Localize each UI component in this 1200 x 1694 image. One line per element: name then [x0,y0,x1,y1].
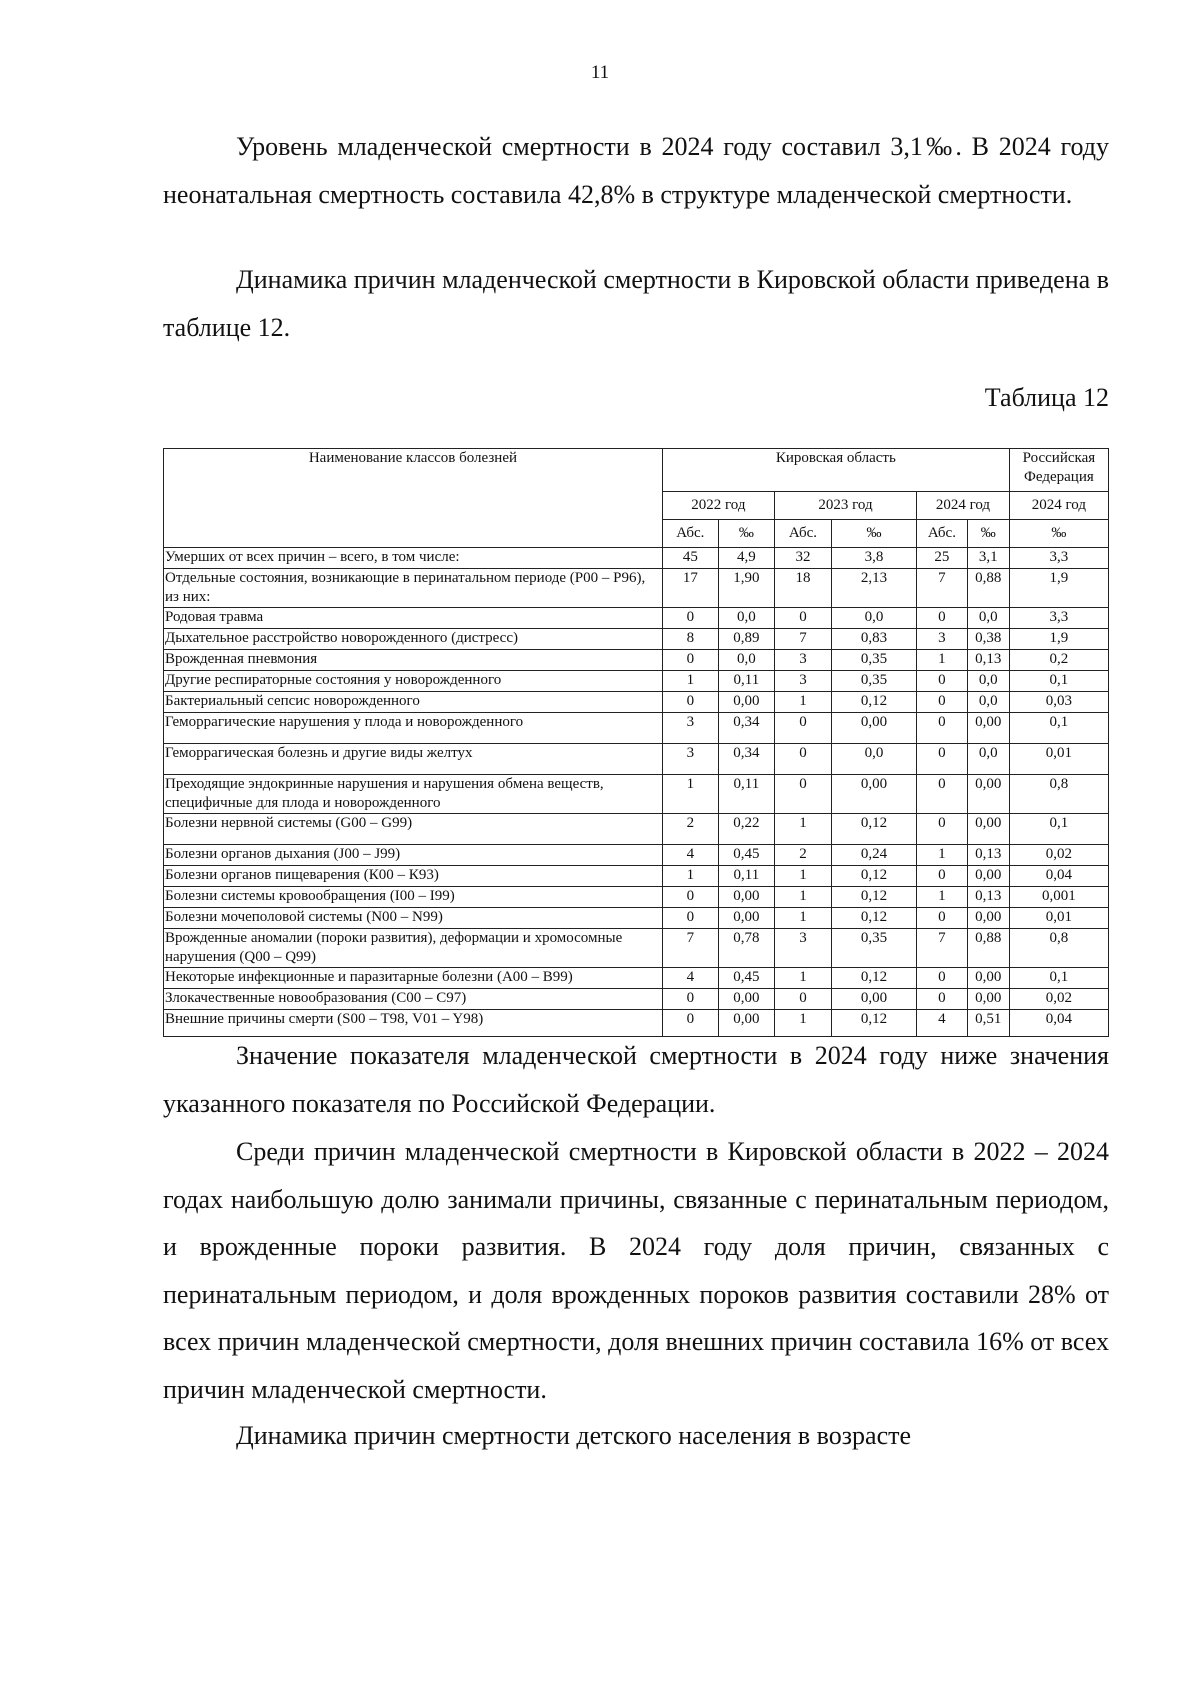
row-value: 1 [774,692,831,713]
row-value: 0 [662,692,718,713]
row-value: 0,0 [967,608,1009,629]
row-value: 0 [917,908,968,929]
row-value: 3 [774,671,831,692]
table-row [164,775,1109,814]
row-value: 0,13 [967,845,1009,866]
row-value: 0 [774,608,831,629]
row-value: 0 [774,989,831,1010]
row-value: 1 [662,671,718,692]
row-value: 7 [662,929,718,968]
year-2024-header: 2024 год [917,492,1010,520]
row-value: 0,0 [967,692,1009,713]
row-name: Другие респираторные состояния у новорожденного [164,671,663,692]
row-value: 0,00 [718,908,774,929]
row-value: 0 [917,671,968,692]
row-value: 0,02 [1009,989,1108,1010]
row-value: 0,12 [831,908,916,929]
row-value: 0,0 [718,608,774,629]
row-value: 1 [917,887,968,908]
row-value: 0,51 [967,1010,1009,1037]
row-value: 0,02 [1009,845,1108,866]
row-value: 0,00 [831,989,916,1010]
year-2022-header: 2022 год [662,492,774,520]
row-value: 3,3 [1009,548,1108,569]
row-value: 3 [774,650,831,671]
table-row [164,650,1109,671]
row-value: 0,00 [718,692,774,713]
table-row [164,866,1109,887]
row-name: Врожденная пневмония [164,650,663,671]
row-value: 1 [774,887,831,908]
abs-header: Абс. [774,520,831,548]
row-value: 0,0 [831,608,916,629]
row-value: 0,35 [831,671,916,692]
row-value: 1,90 [718,569,774,608]
row-value: 7 [917,569,968,608]
row-value: 0,1 [1009,814,1108,845]
row-value: 45 [662,548,718,569]
row-value: 0 [917,866,968,887]
row-value: 3 [774,929,831,968]
row-value: 2 [774,845,831,866]
row-value: 0,00 [967,775,1009,814]
row-value: 0,88 [967,569,1009,608]
row-value: 0,34 [718,713,774,744]
paragraph-structure: Среди причин младенческой смертности в Кировской области в 2022 – 2024 годах наибольшую долю занимали причины, связанные с перинатальным периодом, и врожденные пороки развития. В 2024 году доля причин, связанных с перинатальным периодом, и доля врожденных пороков развития составили 28% от всех причин младенческой смертности, доля внешних причин составила 16% от всех причин младенческой смертности. [163,1137,1109,1404]
table-row [164,569,1109,608]
row-value: 1 [774,1010,831,1037]
row-name: Геморрагические нарушения у плода и новорожденного [164,713,663,744]
table-row [164,744,1109,775]
row-value: 0,01 [1009,744,1108,775]
permille-header: ‰ [967,520,1009,548]
row-value: 0,38 [967,629,1009,650]
table-row [164,692,1109,713]
row-value: 1 [774,814,831,845]
row-value: 0,11 [718,671,774,692]
paragraph-comparison: Значение показателя младенческой смертности в 2024 году ниже значения указанного показателя по Российской Федерации. [163,1041,1109,1118]
permille-header: ‰ [1009,520,1108,548]
row-value: 0,00 [967,713,1009,744]
row-value: 7 [917,929,968,968]
permille-header: ‰ [831,520,916,548]
row-value: 0,04 [1009,1010,1108,1037]
rf-header: Российская Федерация [1009,449,1108,492]
row-value: 0,11 [718,866,774,887]
row-value: 1,9 [1009,569,1108,608]
row-value: 0 [774,775,831,814]
row-value: 0,00 [718,887,774,908]
row-name: Геморрагическая болезнь и другие виды желтух [164,744,663,775]
row-value: 3,3 [1009,608,1108,629]
row-value: 0,12 [831,887,916,908]
row-value: 0,24 [831,845,916,866]
row-value: 0,00 [967,814,1009,845]
row-name: Болезни мочеполовой системы (N00 – N99) [164,908,663,929]
row-value: 0,00 [967,908,1009,929]
causes-table [163,448,1109,1037]
row-value: 0,00 [831,713,916,744]
row-value: 0,22 [718,814,774,845]
row-value: 0,2 [1009,650,1108,671]
row-value: 4 [662,968,718,989]
row-value: 0 [917,713,968,744]
row-name: Врожденные аномалии (пороки развития), деформации и хромосомные нарушения (Q00 – Q99) [164,929,663,968]
table-row [164,713,1109,744]
row-value: 0,89 [718,629,774,650]
row-value: 0,13 [967,887,1009,908]
row-value: 25 [917,548,968,569]
row-value: 0 [662,887,718,908]
row-value: 17 [662,569,718,608]
row-value: 0,45 [718,968,774,989]
row-value: 0,1 [1009,671,1108,692]
row-value: 0,12 [831,866,916,887]
row-name: Болезни нервной системы (G00 – G99) [164,814,663,845]
row-value: 0,001 [1009,887,1108,908]
row-value: 1 [662,775,718,814]
row-value: 0 [774,744,831,775]
row-value: 2,13 [831,569,916,608]
table-row [164,814,1109,845]
row-value: 18 [774,569,831,608]
row-value: 7 [774,629,831,650]
row-value: 4 [662,845,718,866]
row-value: 0,00 [831,775,916,814]
table-row [164,845,1109,866]
table-row [164,671,1109,692]
row-value: 0 [662,608,718,629]
row-value: 0 [917,968,968,989]
row-value: 2 [662,814,718,845]
row-value: 3,8 [831,548,916,569]
row-value: 0 [662,1010,718,1037]
year-2023-header: 2023 год [774,492,916,520]
row-value: 4 [917,1010,968,1037]
row-value: 0 [917,814,968,845]
abs-header: Абс. [662,520,718,548]
row-value: 0,1 [1009,713,1108,744]
row-value: 1 [917,650,968,671]
table-row [164,968,1109,989]
row-value: 0 [917,692,968,713]
row-value: 0,8 [1009,929,1108,968]
row-value: 0,0 [967,744,1009,775]
row-value: 0,0 [967,671,1009,692]
row-value: 0,0 [831,744,916,775]
row-value: 1 [774,908,831,929]
col-name-header: Наименование классов болезней [164,449,663,548]
table-caption: Таблица 12 [984,383,1109,412]
row-value: 32 [774,548,831,569]
row-value: 1 [774,968,831,989]
row-value: 1 [774,866,831,887]
row-value: 1 [917,845,968,866]
row-value: 0,12 [831,814,916,845]
row-value: 8 [662,629,718,650]
row-name: Внешние причины смерти (S00 – Т98, V01 – Y98) [164,1010,663,1037]
row-value: 0 [774,713,831,744]
row-value: 0 [917,744,968,775]
row-value: 0 [917,775,968,814]
row-value: 0,00 [967,968,1009,989]
row-value: 0,12 [831,1010,916,1037]
table-body [164,548,1109,1037]
row-name: Болезни органов дыхания (J00 – J99) [164,845,663,866]
row-value: 0,11 [718,775,774,814]
row-value: 0,8 [1009,775,1108,814]
row-value: 0,00 [967,866,1009,887]
paragraph-child-dynamics: Динамика причин смертности детского населения в возрасте [236,1421,912,1450]
row-value: 0,1 [1009,968,1108,989]
table-row [164,887,1109,908]
row-name: Болезни органов пищеварения (К00 – К93) [164,866,663,887]
row-value: 0,88 [967,929,1009,968]
row-value: 0 [917,989,968,1010]
row-value: 0 [662,989,718,1010]
table-row [164,929,1109,968]
table-row [164,989,1109,1010]
row-name: Болезни системы кровообращения (I00 – I99) [164,887,663,908]
row-value: 0,35 [831,929,916,968]
abs-header: Абс. [917,520,968,548]
row-value: 0,83 [831,629,916,650]
row-value: 0,0 [718,650,774,671]
table-row [164,629,1109,650]
row-value: 0 [917,608,968,629]
page-number: 11 [590,62,610,83]
row-value: 0,00 [718,1010,774,1037]
row-name: Родовая травма [164,608,663,629]
table-row [164,908,1109,929]
row-value: 0 [662,650,718,671]
row-value: 3 [917,629,968,650]
row-name: Преходящие эндокринные нарушения и нарушения обмена веществ, специфичные для плода и новорожденного [164,775,663,814]
row-value: 0,04 [1009,866,1108,887]
row-value: 1 [662,866,718,887]
paragraph-infant-mortality-level: Уровень младенческой смертности в 2024 году составил 3,1‰. В 2024 году неонатальная смертность составила 42,8% в структуре младенческой смертности. [163,132,1109,209]
row-value: 0,13 [967,650,1009,671]
permille-header: ‰ [718,520,774,548]
row-value: 0,01 [1009,908,1108,929]
row-value: 0,00 [718,989,774,1010]
row-name: Дыхательное расстройство новорожденного (дистресс) [164,629,663,650]
row-value: 0,12 [831,692,916,713]
region-header: Кировская область [662,449,1009,492]
row-name: Умерших от всех причин – всего, в том числе: [164,548,663,569]
row-name: Злокачественные новообразования (С00 – С97) [164,989,663,1010]
row-value: 3 [662,713,718,744]
row-value: 0,12 [831,968,916,989]
row-name: Бактериальный сепсис новорожденного [164,692,663,713]
row-name: Некоторые инфекционные и паразитарные болезни (А00 – В99) [164,968,663,989]
row-value: 0 [662,908,718,929]
row-value: 0,03 [1009,692,1108,713]
row-value: 0,00 [967,989,1009,1010]
row-value: 0,78 [718,929,774,968]
paragraph-dynamics-intro: Динамика причин младенческой смертности в Кировской области приведена в таблице 12. [163,265,1109,342]
row-value: 1,9 [1009,629,1108,650]
table-row [164,548,1109,569]
row-value: 3,1 [967,548,1009,569]
table-row [164,608,1109,629]
row-value: 4,9 [718,548,774,569]
row-value: 0,34 [718,744,774,775]
row-name: Отдельные состояния, возникающие в перинатальном периоде (Р00 – Р96), из них: [164,569,663,608]
rf-year-header: 2024 год [1009,492,1108,520]
row-value: 3 [662,744,718,775]
row-value: 0,35 [831,650,916,671]
row-value: 0,45 [718,845,774,866]
